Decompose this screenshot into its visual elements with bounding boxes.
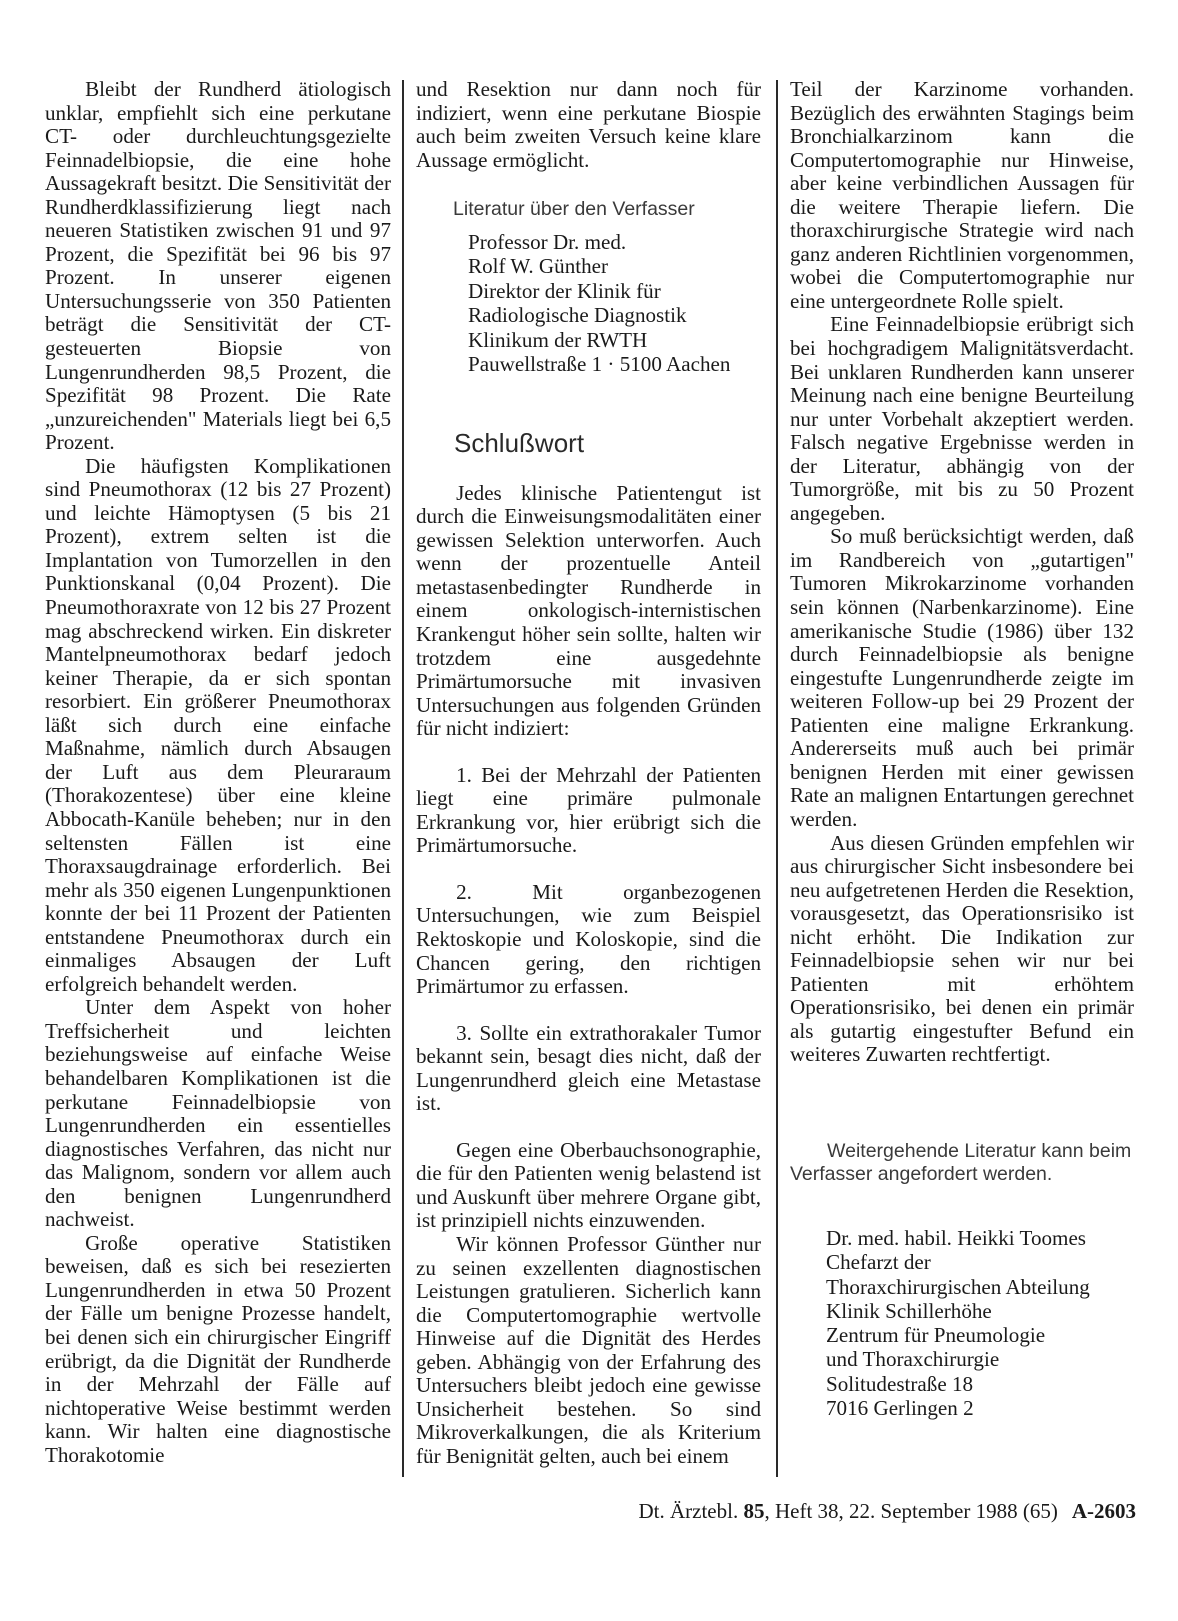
author-address-guenther — [468, 230, 761, 377]
paragraph: Unter dem Aspekt von hoher Treffsicherheit und leichten beziehungsweise auf einfache Weise behandelbaren Komplikationen ist die perkutane Feinnadelbiopsie von Lungenrundherden ein essentielles diagnostisches Verfahren, das nicht nur das Malignom, sondern vor allem auch den benignen Lungenrundherd nachweist. — [45, 995, 391, 1232]
paragraph: Eine Feinnadelbiopsie erübrigt sich bei hochgradigem Malignitätsverdacht. Bei unklaren Rundherden kann unserer Meinung nach eine benigne Beurteilung nur unter Vorbehalt akzeptiert werden. Falsch negative Ergebnisse werden in der Literatur, abhängig von der Tumorgröße, mit bis zu 50 Prozent angegeben. — [790, 312, 1134, 525]
page-number: A-2603 — [1071, 1499, 1136, 1523]
paragraph: Die häufigsten Komplikationen sind Pneumothorax (12 bis 27 Prozent) und leichte Hämoptysen (5 bis 21 Prozent), extrem selten ist die Implantation von Tumorzellen in den Punktionskanal (0,04 Prozent). Die Pneumothoraxrate von 12 bis 27 Prozent mag abschreckend wirken. Ein diskreter Mantelpneumothorax bedarf jedoch keiner Therapie, da er sich spontan resorbiert. Ein größerer Pneumothorax läßt sich durch eine einfache Maßnahme, nämlich durch Absaugen der Luft aus dem Pleuraraum (Thorakozentese) über eine kleine Abbocath-Kanüle beheben; nur in den seltensten Fällen ist eine Thoraxsaugdrainage erforderlich. Bei mehr als 350 eigenen Lungenpunktionen konnte der bei 11 Prozent der Patienten entstandene Pneumothorax durch ein einmaliges Absaugen der Luft erfolgreich behandelt werden. — [45, 453, 391, 996]
address-line: Direktor der Klinik für — [468, 278, 661, 303]
address-line: Rolf W. Günther — [468, 254, 609, 279]
paragraph: Aus diesen Gründen empfehlen wir aus chirurgischer Sicht insbesondere bei neu aufgetretenen Herden die Resektion, vorausgesetzt, das Operationsrisiko ist nicht erhöht. Die Indikation zur Feinnadelbiopsie sehen wir nur bei Patienten mit erhöhtem Operationsrisiko, bei denen ein primär als gutartig eingestufter Befund ein weiteres Zuwarten rechtfertigt. — [790, 830, 1134, 1067]
address-line: Klinikum der RWTH — [468, 327, 648, 352]
paragraph: Bleibt der Rundherd ätiologisch unklar, empfiehlt sich eine perkutane CT- oder durchleuchtungsgezielte Feinnadelbiopsie, die eine hohe Aussagekraft besitzt. Die Sensitivität der Rundherdklassifizierung liegt nach neueren Statistiken zwischen 91 und 97 Prozent, die Spezifität bei 96 bis 97 Prozent. In unserer eigenen Untersuchungsserie von 350 Patienten beträgt die Sensitivität der CT-gesteuerten Biopsie von Lungenrundherden 98,5 Prozent, die Spezifität 98 Prozent. Die Rate „unzureichenden" Materials liegt bei 6,5 Prozent. — [45, 77, 391, 455]
paragraph: Teil der Karzinome vorhanden. Bezüglich des erwähnten Stagings beim Bronchialkarzinom kann die Computertomographie nur Hinweise, aber keine verbindlichen Aussagen für die weitere Therapie liefern. Die thoraxchirurgische Strategie wird nach ganz anderen Richtlinien vorgenommen, wobei die Computertomographie nur eine untergeordnete Rolle spielt. — [790, 77, 1134, 313]
address-line: Professor Dr. med. — [468, 229, 627, 254]
paragraph: So muß berücksichtigt werden, daß im Randbereich von „gutartigen" Tumoren Mikrokarzinome vorhanden sein können (Narbenkarzinome). Eine amerikanische Studie (1986) über 132 durch Feinnadelbiopsie als benigne eingestufte Lungenrundherde zeigte im weiteren Follow-up bei 29 Prozent der Patienten eine maligne Erkrankung. Andererseits muß auch bei primär benignen Herden mit einer gewissen Rate an malignen Entartungen gerechnet werden. — [790, 524, 1134, 831]
address-line: Solitudestraße 18 — [826, 1371, 974, 1396]
address-line: Zentrum für Pneumologie — [826, 1323, 1046, 1348]
address-line: Klinik Schillerhöhe — [826, 1298, 992, 1323]
address-line: 7016 Gerlingen 2 — [826, 1396, 974, 1421]
paragraph: Jedes klinische Patientengut ist durch die Einweisungsmodalitäten einer gewissen Selektion unterworfen. Auch wenn der prozentuelle Anteil metastasenbedingter Rundherde in einem onkologisch-internistischen Krankengut höher sein sollte, halten wir trotzdem eine ausgedehnte Primärtumorsuche mit invasiven Untersuchungen aus folgenden Gründen für nicht indiziert: — [416, 480, 761, 741]
list-item: 3. Sollte ein extrathorakaler Tumor bekannt sein, besagt dies nicht, daß der Lungenrundherd gleich eine Metastase ist. — [416, 1020, 761, 1116]
list-item: 1. Bei der Mehrzahl der Patienten liegt eine primäre pulmonale Erkrankung vor, hier erübrigt sich die Primärtumorsuche. — [416, 762, 761, 858]
volume-number: 85 — [743, 1499, 765, 1523]
further-literature-note: Weitergehende Literatur kann beim Verfasser angefordert werden. — [790, 1139, 1132, 1186]
author-address-toomes — [826, 1226, 1134, 1420]
column-left — [45, 78, 391, 1467]
column-right — [790, 78, 1134, 1420]
address-line: Pauwellstraße 1 · 5100 Aachen — [468, 352, 731, 377]
address-line: Radiologische Diagnostik — [468, 303, 687, 328]
section-heading: Schlußwort — [454, 427, 585, 458]
paragraph: Gegen eine Oberbauchsonographie, die für den Patienten wenig belastend ist und Auskunft über mehrere Organe gibt, ist prinzipiell nichts einzuwenden. — [416, 1137, 761, 1233]
issue-date: , Heft 38, 22. September 1988 (65) — [764, 1499, 1058, 1523]
paragraph: Große operative Statistiken beweisen, daß es sich bei resezierten Lungenrundherden in etwa 50 Prozent der Fälle um benigne Prozesse handelt, bei denen sich ein chirurgischer Eingriff erübrigt, da die Dignität der Rundherde in der Mehrzahl der Fälle auf nichtoperative Weise bestimmt werden kann. Wir halten eine diagnostische Thorakotomie — [45, 1230, 391, 1467]
address-line: Thoraxchirurgischen Abteilung — [826, 1274, 1090, 1299]
address-line: und Thoraxchirurgie — [826, 1347, 1000, 1372]
journal-name: Dt. Ärztebl. — [638, 1499, 739, 1523]
address-line: Dr. med. habil. Heikki Toomes — [826, 1225, 1087, 1250]
column-middle — [416, 78, 761, 1468]
list-item: 2. Mit organbezogenen Untersuchungen, wie zum Beispiel Rektoskopie und Koloskopie, sind die Chancen gering, den richtigen Primärtumor zu erfassen. — [416, 879, 761, 999]
column-divider — [776, 80, 778, 1477]
paragraph: Wir können Professor Günther nur zu seinen exzellenten diagnostischen Leistungen gratulieren. Sicherlich kann die Computertomographie wertvolle Hinweise auf die Dignität des Herdes geben. Abhängig von der Erfahrung des Untersuchers bleibt jedoch eine gewisse Unsicherheit bestehen. So sind Mikroverkalkungen, die als Kriterium für Benignität gelten, auch bei einem — [416, 1232, 761, 1468]
literature-heading: Literatur über den Verfasser — [453, 198, 695, 221]
page-footer — [576, 1499, 1136, 1524]
column-divider — [402, 80, 404, 1477]
address-line: Chefarzt der — [826, 1250, 931, 1275]
paragraph: und Resektion nur dann noch für indiziert, wenn eine perkutane Biospie auch beim zweiten Versuch keine klare Aussage ermöglicht. — [416, 77, 761, 172]
